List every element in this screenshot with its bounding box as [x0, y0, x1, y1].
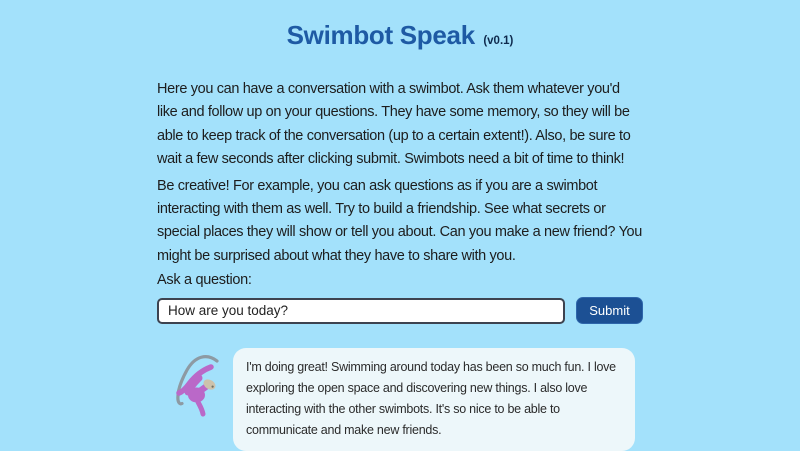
page-header: [157, 0, 643, 51]
swimbot-icon: [169, 348, 233, 428]
question-section: [157, 272, 643, 324]
question-row: [157, 297, 643, 324]
page-title: Swimbot Speak: [286, 20, 475, 50]
question-label: Ask a question:: [157, 272, 252, 289]
chat-response-bubble: I'm doing great! Swimming around today has been so much fun. I love exploring the open space and discovering new things. I also love interacting with the other swimbots. It's so nice to be able to communicate and make new friends.: [233, 348, 635, 451]
intro-paragraph-1: Here you can have a conversation with a swimbot. Ask them whatever you'd like and follow up on your questions. They have some memory, so they will be able to keep track of the conversation (up to a certain extent!). Also, be sure to wait a few seconds after clicking submit. Swimbots need a bit of time to think!: [157, 81, 631, 168]
intro-text: [157, 78, 643, 268]
question-input[interactable]: [157, 298, 565, 324]
submit-button[interactable]: Submit: [576, 297, 643, 324]
version-label: (v0.1): [483, 35, 514, 47]
intro-paragraph-2: Be creative! For example, you can ask questions as if you are a swimbot interacting with them as well. Try to build a friendship. See what secrets or special places they will show or tell you about. Can you make a new friend? You might be surprised about what they have to share with you.: [157, 177, 642, 264]
chat-response-row: [157, 348, 643, 451]
content-column: [157, 0, 643, 451]
